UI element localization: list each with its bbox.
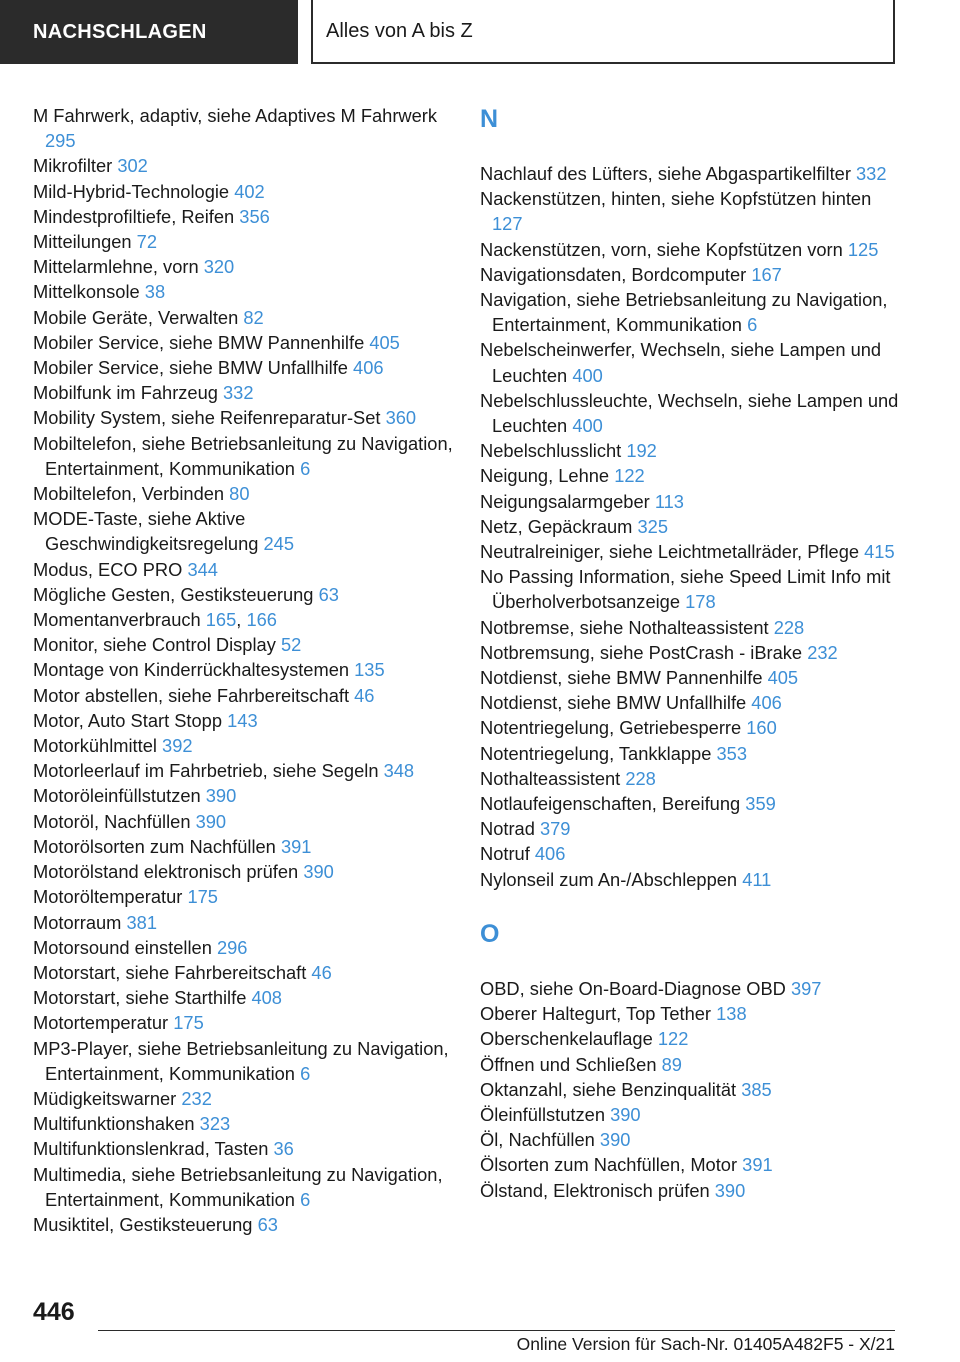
page-link[interactable]: 391 <box>742 1154 773 1176</box>
page-link[interactable]: 138 <box>716 1003 747 1025</box>
page-link[interactable]: 405 <box>369 331 400 353</box>
entry-term: Motorsound einstellen <box>33 936 212 958</box>
page-link[interactable]: 390 <box>599 1129 631 1151</box>
entry-term: Nackenstützen, hinten, siehe Kopfstützen hinten <box>480 188 872 210</box>
index-entry <box>33 330 453 355</box>
entry-term: Mitteilungen <box>33 231 132 253</box>
entry-term: Netz, Gepäckraum <box>480 515 633 537</box>
index-entry <box>480 615 900 640</box>
index-entry <box>480 1102 900 1127</box>
index-entry <box>33 935 453 960</box>
index-entry <box>480 1077 900 1102</box>
entry-term: Motorstart, siehe Fahrbereitschaft <box>33 961 307 983</box>
page-link[interactable]: 6 <box>300 1188 311 1210</box>
index-entry <box>480 161 900 186</box>
index-entry <box>480 539 900 564</box>
page-link[interactable]: 46 <box>354 684 375 706</box>
index-entry <box>33 254 453 279</box>
index-entry <box>33 758 453 783</box>
entry-term: Oktanzahl, siehe Benzinqualität <box>480 1078 737 1100</box>
entry-term: Nachlauf des Lüfters, siehe Abgaspartikelfilter <box>480 163 851 184</box>
index-entry <box>480 262 900 287</box>
entry-term: Mindestprofiltiefe, Reifen <box>33 205 235 227</box>
page-link[interactable]: 359 <box>745 793 776 815</box>
entry-term: Nackenstützen, vorn, siehe Kopfstützen vorn <box>480 238 843 260</box>
index-entry <box>33 179 453 204</box>
page-link[interactable]: 391 <box>280 835 312 857</box>
index-entry <box>33 481 453 506</box>
index-entry <box>33 506 453 556</box>
index-entry <box>480 715 900 740</box>
page-link[interactable]: 232 <box>181 1087 212 1109</box>
index-entry <box>33 1111 453 1136</box>
entry-term: Notdienst, siehe BMW Pannenhilfe <box>480 667 763 689</box>
index-entry <box>33 985 453 1010</box>
entry-term: Notruf <box>480 843 530 865</box>
entry-term: Navigation, siehe Betriebsanleitung zu Navigation, Entertainment, Kommunikation <box>480 289 888 336</box>
page-link[interactable]: 122 <box>614 465 645 487</box>
index-entry <box>33 657 453 682</box>
footer-version: Online Version für Sach-Nr. 01405A482F5 - X/21 <box>516 1334 895 1354</box>
entry-term: Notdienst, siehe BMW Unfallhilfe <box>480 692 747 714</box>
page-link[interactable]: 52 <box>280 634 302 656</box>
index-entry <box>480 1152 900 1177</box>
index-entry <box>33 229 453 254</box>
page-link[interactable]: 36 <box>273 1138 294 1160</box>
entry-term: Neigung, Lehne <box>480 465 610 487</box>
page-link[interactable]: 296 <box>216 936 248 958</box>
index-entry <box>33 708 453 733</box>
entry-term: Öffnen und Schließen <box>480 1053 657 1075</box>
entry-term: Mobiler Service, siehe BMW Pannenhilfe <box>33 331 365 353</box>
entry-term: Öleinfüllstutzen <box>480 1103 605 1125</box>
entry-term: Notbremsung, siehe PostCrash - iBrake <box>480 641 803 663</box>
index-entry <box>480 791 900 816</box>
page-link[interactable]: 63 <box>318 583 339 605</box>
header-title-box <box>311 0 895 64</box>
entry-term: Mild-Hybrid-Technologie <box>33 180 230 202</box>
entry-term: Motorraum <box>33 911 122 933</box>
page-link[interactable]: 408 <box>251 987 282 1009</box>
index-entry <box>33 103 453 153</box>
page-link[interactable]: 332 <box>223 382 254 404</box>
page-link[interactable]: 392 <box>162 735 193 757</box>
index-entry <box>33 733 453 758</box>
page-link[interactable]: 192 <box>626 440 657 462</box>
page-link[interactable]: 397 <box>790 977 822 999</box>
entry-term: Nothalteassistent <box>480 767 621 789</box>
page-link[interactable]: 82 <box>243 306 264 328</box>
page-link[interactable]: 353 <box>716 742 747 764</box>
page-link[interactable]: 178 <box>685 591 716 613</box>
entry-term: Müdigkeitswarner <box>33 1087 177 1109</box>
page-link[interactable]: 122 <box>657 1028 689 1050</box>
entry-term: Ölstand, Elektronisch prüfen <box>480 1179 710 1201</box>
entry-term: Multimedia, siehe Betriebsanleitung zu Navigation, Entertainment, Kommunikation <box>33 1163 443 1210</box>
entry-term: Multifunktionshaken <box>33 1113 195 1135</box>
entry-term: Notlaufeigenschaften, Bereifung <box>480 793 741 815</box>
section-label: NACHSCHLAGEN <box>33 20 207 43</box>
entry-term: Mittelarmlehne, vorn <box>33 256 199 278</box>
index-entry <box>33 279 453 304</box>
page-link[interactable]: 400 <box>572 364 603 386</box>
entry-term: Motor, Auto Start Stopp <box>33 709 223 731</box>
index-entry <box>33 1162 453 1212</box>
entry-term: Motoröltemperatur <box>33 886 183 908</box>
entry-term: Mobility System, siehe Reifenreparatur-Set <box>33 407 381 429</box>
page-link[interactable]: 381 <box>126 911 157 933</box>
page-link[interactable]: 72 <box>136 231 158 253</box>
index-entry <box>33 1086 453 1111</box>
index-entry <box>33 153 453 178</box>
entry-term: Notentriegelung, Getriebesperre <box>480 717 742 739</box>
page-link[interactable]: 356 <box>239 205 270 227</box>
page-link[interactable]: 228 <box>625 767 656 789</box>
page-link[interactable]: 406 <box>353 357 384 379</box>
page-link[interactable]: 6 <box>747 314 758 336</box>
page-link[interactable]: 80 <box>229 483 250 505</box>
page-link[interactable]: 400 <box>572 415 603 437</box>
index-entry <box>480 564 900 614</box>
index-entry <box>480 690 900 715</box>
index-entry <box>33 783 453 808</box>
entry-term: Öl, Nachfüllen <box>480 1129 595 1151</box>
page-number: 446 <box>33 1298 75 1326</box>
index-entry <box>480 337 900 387</box>
index-entry <box>480 186 900 236</box>
footer-rule <box>98 1330 895 1331</box>
index-entry: Momentanverbrauch 165, 166 <box>33 609 277 631</box>
index-entry <box>480 237 900 262</box>
page-link[interactable]: 325 <box>637 515 669 537</box>
page-link[interactable]: 6 <box>300 1062 311 1084</box>
entry-term: Neutralreiniger, siehe Leichtmetallräder, Pflege <box>480 541 860 563</box>
page-link[interactable]: 360 <box>385 407 417 429</box>
page-link[interactable]: 390 <box>714 1179 746 1201</box>
entry-term: Nebelschlussleuchte, Wechseln, siehe Lampen und Leuchten <box>480 389 899 437</box>
entry-term: Oberschenkelauflage <box>480 1028 653 1050</box>
entry-term: M Fahrwerk, adaptiv, siehe Adaptives M Fahrwerk <box>33 105 438 126</box>
entry-term: Motorkühlmittel <box>33 735 157 757</box>
entry-term: Monitor, siehe Control Display <box>33 634 276 656</box>
entry-term: Modus, ECO PRO <box>33 558 183 580</box>
entry-term: Mikrofilter <box>33 155 113 177</box>
entry-term: Motoröleinfüllstutzen <box>33 785 201 807</box>
page-link[interactable]: 46 <box>311 961 332 983</box>
page-link[interactable]: 302 <box>117 155 148 177</box>
entry-term: MP3-Player, siehe Betriebsanleitung zu Navigation, Entertainment, Kommunikation <box>33 1037 449 1084</box>
page-link[interactable]: 415 <box>864 541 895 563</box>
page-link[interactable]: 390 <box>205 785 237 807</box>
index-entry <box>480 1026 900 1051</box>
index-entry <box>33 910 453 935</box>
page-link[interactable]: 390 <box>610 1103 641 1125</box>
page-link[interactable]: 406 <box>751 692 782 714</box>
index-entry <box>480 1001 900 1026</box>
entry-term: Mögliche Gesten, Gestiksteuerung <box>33 583 314 605</box>
page-link[interactable]: 385 <box>741 1078 772 1100</box>
entry-term: Multifunktionslenkrad, Tasten <box>33 1138 269 1160</box>
index-entry <box>33 1136 453 1161</box>
page-link[interactable]: 402 <box>234 180 265 202</box>
index-entry <box>480 976 900 1001</box>
index-entry <box>33 834 453 859</box>
section-tab <box>0 0 298 64</box>
page-link[interactable]: 113 <box>654 490 684 512</box>
entry-term: Motortemperatur <box>33 1012 169 1034</box>
entry-term: Notentriegelung, Tankklappe <box>480 742 712 764</box>
page-link[interactable]: 38 <box>144 281 166 303</box>
entry-term: Notbremse, siehe Nothalteassistent <box>480 616 769 638</box>
page-link[interactable]: 127 <box>492 213 523 235</box>
page-link[interactable]: 89 <box>661 1053 682 1075</box>
entry-term: Neigungsalarmgeber <box>480 490 650 512</box>
index-entry <box>33 884 453 909</box>
entry-term: Navigationsdaten, Bordcomputer <box>480 263 747 285</box>
entry-term: Musiktitel, Gestiksteuerung <box>33 1213 253 1235</box>
index-entry <box>33 632 453 657</box>
page-link[interactable]: 175 <box>173 1012 204 1034</box>
index-entry <box>480 1178 900 1203</box>
index-entry <box>33 431 453 481</box>
entry-term: Nylonseil zum An-/Abschleppen <box>480 868 738 890</box>
index-entry <box>480 463 900 488</box>
page-title: Alles von A bis Z <box>326 19 473 42</box>
index-entry <box>480 1127 900 1152</box>
index-column-left <box>33 103 453 1237</box>
entry-term: Montage von Kinderrückhaltesystemen <box>33 659 350 681</box>
index-entry <box>480 867 900 892</box>
index-entry <box>480 665 900 690</box>
entry-term: Motorölsorten zum Nachfüllen <box>33 835 276 857</box>
entry-term: Motorölstand elektronisch prüfen <box>33 861 299 883</box>
page-link[interactable]: 405 <box>767 667 799 689</box>
index-entry <box>480 287 900 337</box>
page-link[interactable]: 245 <box>263 533 295 555</box>
index-entry <box>33 582 453 607</box>
entry-term: Momentanverbrauch <box>33 609 201 631</box>
page-link[interactable]: 320 <box>203 256 235 278</box>
page-link[interactable]: 411 <box>742 868 772 890</box>
entry-term: Motorleerlauf im Fahrbetrieb, siehe Segeln <box>33 760 379 782</box>
page-link[interactable]: 332 <box>856 163 887 184</box>
page-link[interactable]: 323 <box>199 1113 231 1135</box>
entry-term: Motor abstellen, siehe Fahrbereitschaft <box>33 684 350 706</box>
page-link[interactable]: 165 <box>205 609 237 631</box>
page-link[interactable]: 135 <box>354 659 385 681</box>
entry-term: No Passing Information, siehe Speed Limit Info mit Überholverbotsanzeige <box>480 566 891 613</box>
index-entry <box>33 405 453 430</box>
index-entry <box>33 380 453 405</box>
entry-term: Mobilfunk im Fahrzeug <box>33 382 218 404</box>
entry-term: Ölsorten zum Nachfüllen, Motor <box>480 1154 738 1176</box>
entry-term: Motoröl, Nachfüllen <box>33 810 191 832</box>
page-link[interactable]: 406 <box>534 843 566 865</box>
index-entry <box>33 1010 453 1035</box>
index-entry <box>33 1212 453 1237</box>
page-link[interactable]: 175 <box>187 886 218 908</box>
index-entry <box>33 960 453 985</box>
index-entry <box>33 355 453 380</box>
index-entry <box>480 841 900 866</box>
page-link[interactable]: 390 <box>303 861 334 883</box>
entry-term: Notrad <box>480 818 535 840</box>
page-link[interactable]: 228 <box>773 616 805 638</box>
page-link[interactable]: 344 <box>187 558 218 580</box>
page-link[interactable]: 125 <box>847 238 879 260</box>
index-list-o <box>480 976 900 1203</box>
entry-term: Mobiltelefon, siehe Betriebsanleitung zu Navigation, Entertainment, Kommunikation <box>33 432 453 479</box>
index-entry <box>480 766 900 791</box>
page-link[interactable]: 295 <box>45 130 76 152</box>
index-entry <box>480 640 900 665</box>
index-entry <box>33 859 453 884</box>
page-link[interactable]: 390 <box>195 810 227 832</box>
section-letter-o: O <box>480 919 500 948</box>
index-entry <box>33 305 453 330</box>
index-entry <box>480 1052 900 1077</box>
page-link[interactable]: 166 <box>246 609 277 631</box>
page-link[interactable]: 379 <box>539 818 571 840</box>
index-list-n <box>480 161 900 892</box>
entry-term: MODE-Taste, siehe Aktive Geschwindigkeitsregelung <box>33 508 259 555</box>
index-entry <box>480 741 900 766</box>
page-link[interactable]: 167 <box>751 263 782 285</box>
index-entry <box>480 438 900 463</box>
entry-term: Mittelkonsole <box>33 281 140 303</box>
entry-term: Nebelscheinwerfer, Wechseln, siehe Lampen und Leuchten <box>480 339 882 386</box>
page-link[interactable]: 143 <box>227 709 258 731</box>
entry-term: Motorstart, siehe Starthilfe <box>33 987 247 1009</box>
page-link[interactable]: 348 <box>383 760 415 782</box>
index-entry <box>33 809 453 834</box>
entry-term: OBD, siehe On-Board-Diagnose OBD <box>480 977 786 999</box>
entry-term: Mobiler Service, siehe BMW Unfallhilfe <box>33 357 348 379</box>
entry-term: Mobiltelefon, Verbinden <box>33 483 225 505</box>
section-letter-n: N <box>480 105 499 133</box>
index-entry <box>480 816 900 841</box>
page-link[interactable]: 63 <box>257 1213 278 1235</box>
index-entry <box>33 1036 453 1086</box>
page-link[interactable]: 232 <box>807 641 838 663</box>
index-entry <box>33 204 453 229</box>
page-link[interactable]: 6 <box>300 457 311 479</box>
index-entry <box>33 557 453 582</box>
index-entry <box>480 514 900 539</box>
index-entry <box>480 388 900 438</box>
entry-term: Nebelschlusslicht <box>480 440 622 462</box>
index-column-right <box>480 103 900 1203</box>
entry-term: Oberer Haltegurt, Top Tether <box>480 1003 712 1025</box>
index-entry <box>33 683 453 708</box>
index-entry <box>480 489 900 514</box>
page-link[interactable]: 160 <box>746 717 777 739</box>
entry-term: Mobile Geräte, Verwalten <box>33 306 239 328</box>
